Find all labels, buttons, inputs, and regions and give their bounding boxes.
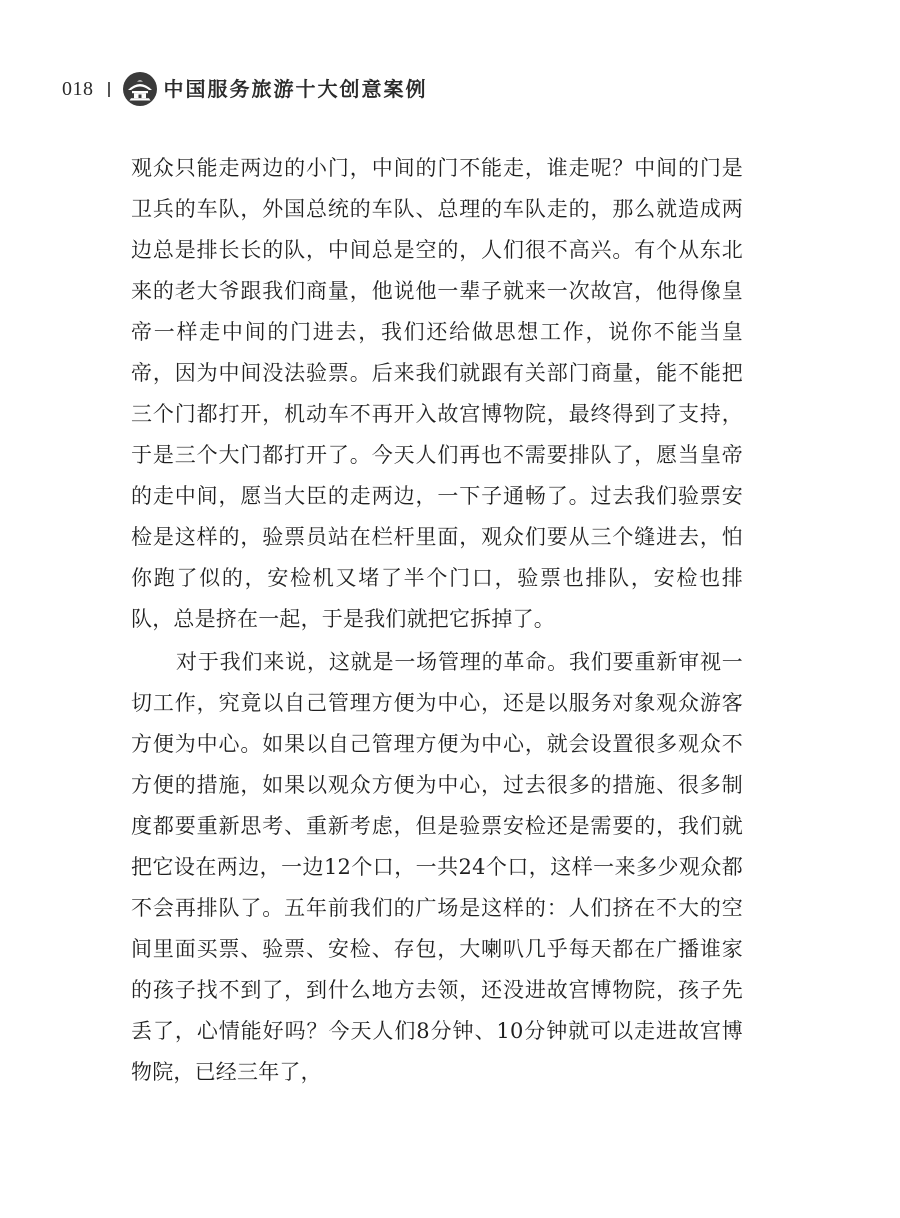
paragraph: 对于我们来说，这就是一场管理的革命。我们要重新审视一切工作，究竟以自己管理方便为中心，还是以服务对象观众游客方便为中心。如果以自己管理方便为中心，就会设置很多观众不方便的措施，如果以观众方便为中心，过去很多的措施、很多制度都要重新思考、重新考虑，但是验票安检还是需要的，我们就把它设在两边，一边12个口，一共24个口，这样一来多少观众都不会再排队了。五年前我们的广场是这样的：人们挤在不大的空间里面买票、验票、安检、存包，大喇叭几乎每天都在广播谁家的孩子找不到了，到什么地方去领，还没进故宫博物院，孩子先丢了，心情能好吗？今天人们8分钟、10分钟就可以走进故宫博物院，已经三年了， [131, 650, 743, 1084]
header-divider [108, 82, 110, 97]
series-title: 中国服务旅游十大创意案例 [163, 77, 428, 101]
palace-roof-logo-icon [122, 71, 158, 107]
page-number: 018 [62, 78, 94, 100]
running-header [62, 72, 428, 106]
paragraph-continued: 观众只能走两边的小门，中间的门不能走，谁走呢？中间的门是卫兵的车队，外国总统的车队、总理的车队走的，那么就造成两边总是排长长的队，中间总是空的，人们很不高兴。有个从东北来的老大爷跟我们商量，他说他一辈子就来一次故宫，他得像皇帝一样走中间的门进去，我们还给做思想工作，说你不能当皇帝，因为中间没法验票。后来我们就跟有关部门商量，能不能把三个门都打开，机动车不再开入故宫博物院，最终得到了支持，于是三个大门都打开了。今天人们再也不需要排队了，愿当皇帝的走中间，愿当大臣的走两边，一下子通畅了。过去我们验票安检是这样的，验票员站在栏杆里面，观众们要从三个缝进去，怕你跑了似的，安检机又堵了半个门口，验票也排队，安检也排队，总是挤在一起，于是我们就把它拆掉了。 [131, 156, 743, 631]
body-text [131, 148, 743, 1093]
